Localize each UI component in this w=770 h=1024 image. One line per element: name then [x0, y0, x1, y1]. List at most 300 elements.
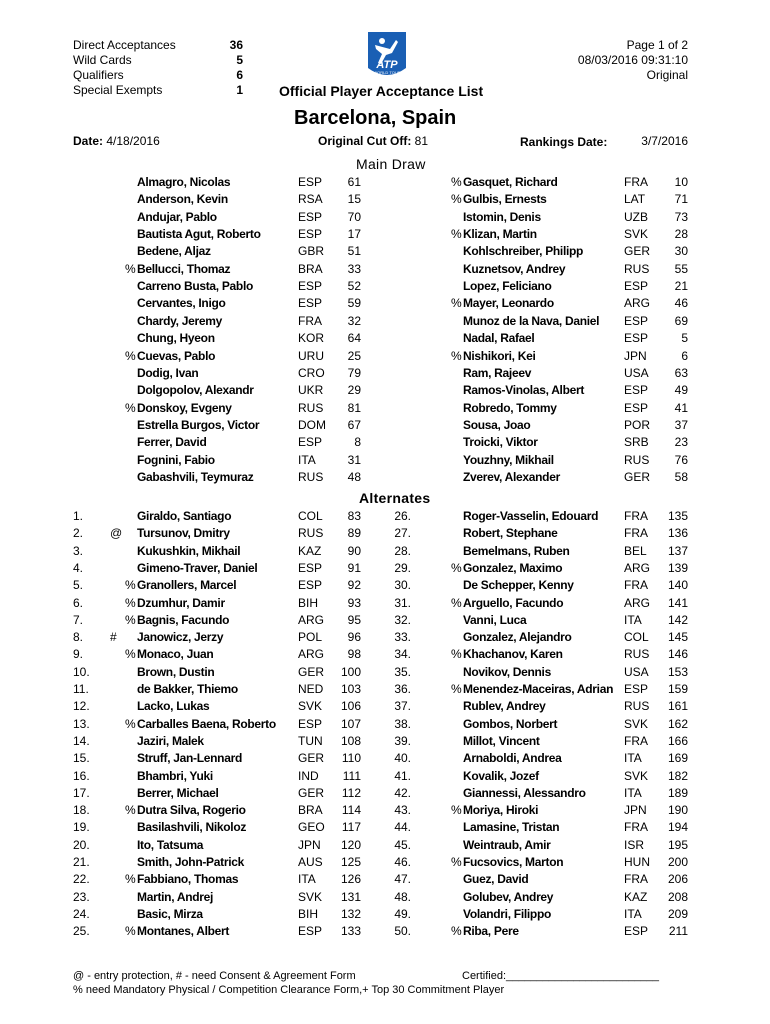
alternate-rank: 140 [667, 578, 688, 593]
alternate-name: Monaco, Juan [137, 647, 214, 662]
player-name: Gabashvili, Teymuraz [137, 469, 254, 484]
alternate-country: NED [298, 682, 324, 696]
alternate-country: AUS [298, 855, 323, 869]
alternate-country: BIH [298, 906, 319, 921]
alternate-number: 44. [394, 820, 411, 835]
alternate-country: COL [298, 509, 323, 523]
player-rank: 79 [347, 365, 361, 380]
alternate-rank: 89 [347, 526, 361, 541]
player-rank: 46 [674, 296, 688, 311]
player-row [0, 278, 770, 295]
rankings-date-label: Rankings Date: [520, 135, 608, 149]
alternate-number: 18. [73, 803, 90, 818]
player-mark: % [125, 400, 136, 415]
alternate-mark: % [125, 872, 136, 887]
alternate-row [0, 577, 770, 594]
player-row [0, 365, 770, 382]
player-rank: 55 [674, 261, 688, 276]
alternate-country: ARG [298, 612, 325, 627]
alternate-rank: 161 [667, 699, 688, 714]
summary-label: Special Exempts [73, 83, 163, 97]
alternate-country: ITA [624, 612, 642, 627]
alternate-name: Giraldo, Santiago [137, 509, 232, 523]
player-name: Almagro, Nicolas [137, 175, 231, 189]
alternate-mark: % [125, 716, 136, 731]
summary-row [73, 68, 243, 83]
alternate-rank: 131 [340, 889, 361, 904]
alternate-row [0, 629, 770, 646]
alternate-number: 29. [394, 560, 411, 575]
alternate-number: 14. [73, 733, 90, 748]
alternate-rank: 98 [347, 647, 361, 662]
player-name: Cervantes, Inigo [137, 296, 226, 311]
player-rank: 30 [674, 244, 688, 259]
alternate-number: 4. [73, 560, 84, 575]
alternate-number: 26. [394, 509, 411, 523]
alternate-number: 3. [73, 543, 84, 558]
alternate-number: 28. [394, 543, 411, 558]
alternate-number: 10. [73, 664, 90, 679]
alternate-rank: 159 [667, 682, 688, 696]
alternate-row [0, 525, 770, 542]
player-country: UKR [298, 383, 324, 398]
player-name: Bellucci, Thomaz [137, 261, 231, 276]
player-rank: 6 [681, 348, 688, 363]
player-country: FRA [624, 175, 648, 189]
player-country: ARG [624, 296, 651, 311]
alternate-rank: 108 [340, 733, 361, 748]
alternate-rank: 166 [667, 733, 688, 748]
alternate-mark: % [125, 803, 136, 818]
alternate-number: 2. [73, 526, 84, 541]
alternate-name: Novikov, Dennis [463, 664, 551, 679]
alternate-rank: 136 [667, 526, 688, 541]
alternate-row [0, 871, 770, 888]
alternate-country: ARG [624, 560, 651, 575]
player-country: ESP [624, 383, 649, 398]
player-rank: 51 [347, 244, 361, 259]
summary-value: 5 [236, 53, 243, 67]
player-rank: 37 [674, 417, 688, 432]
alternate-country: KAZ [298, 543, 322, 558]
alternate-mark: % [451, 647, 462, 662]
player-name: Donskoy, Evgeny [137, 400, 232, 415]
alternate-country: SVK [298, 889, 323, 904]
player-rank: 32 [347, 313, 361, 328]
alternate-number: 43. [394, 803, 411, 818]
player-rank: 69 [674, 313, 688, 328]
alternate-rank: 209 [667, 906, 688, 921]
alternate-name: Kovalik, Jozef [463, 768, 539, 783]
alternate-country: ITA [624, 751, 642, 766]
player-country: DOM [298, 417, 326, 432]
atp-logo [366, 28, 408, 82]
player-country: JPN [624, 348, 647, 363]
alternate-rank: 125 [340, 855, 361, 869]
player-country: RUS [624, 452, 650, 467]
alternate-row [0, 768, 770, 785]
alternate-country: JPN [298, 837, 321, 852]
alternate-country: FRA [624, 578, 648, 593]
cutoff-label: Original Cut Off: [318, 134, 412, 148]
alternate-name: Bagnis, Facundo [137, 612, 230, 627]
alternate-rank: 135 [667, 509, 688, 523]
alternate-row [0, 560, 770, 577]
player-rank: 15 [347, 192, 361, 207]
summary-row [73, 53, 243, 68]
alternate-number: 35. [394, 664, 411, 679]
alternate-number: 30. [394, 578, 411, 593]
alternate-row [0, 923, 770, 940]
alternate-name: Gonzalez, Maximo [463, 560, 563, 575]
player-mark: % [451, 348, 462, 363]
alternate-name: Granollers, Marcel [137, 578, 237, 593]
alternate-name: Roger-Vasselin, Edouard [463, 509, 599, 523]
alternate-number: 1. [73, 509, 84, 523]
player-country: FRA [298, 313, 322, 328]
alternates-heading: Alternates [359, 490, 431, 506]
alternate-row [0, 802, 770, 819]
alternate-number: 46. [394, 855, 411, 869]
alternate-rank: 114 [341, 803, 361, 818]
alternate-country: RUS [298, 526, 324, 541]
alternate-country: RUS [624, 647, 650, 662]
alternate-name: Bhambri, Yuki [137, 768, 213, 783]
player-rank: 76 [674, 452, 688, 467]
alternate-mark: % [125, 612, 136, 627]
alternate-rank: 110 [341, 751, 361, 766]
alternate-rank: 106 [340, 699, 361, 714]
summary-value: 1 [236, 83, 243, 97]
player-country: ESP [298, 209, 323, 224]
alternate-row [0, 837, 770, 854]
alternate-country: SVK [298, 699, 323, 714]
alternate-number: 7. [73, 612, 84, 627]
alternate-number: 15. [73, 751, 90, 766]
player-name: Zverev, Alexander [463, 469, 560, 484]
player-name: Munoz de la Nava, Daniel [463, 313, 600, 328]
alternate-name: Dzumhur, Damir [137, 595, 225, 610]
document-version: Original [646, 68, 688, 82]
player-mark: % [125, 261, 136, 276]
alternate-country: FRA [624, 820, 648, 835]
player-rank: 58 [674, 469, 688, 484]
player-rank: 29 [347, 383, 361, 398]
alternate-country: ESP [298, 578, 323, 593]
alternate-name: Gonzalez, Alejandro [463, 630, 572, 645]
rankings-date-value: 3/7/2016 [641, 134, 688, 148]
certified-line: Certified:_________________________ [462, 970, 659, 982]
alternate-number: 22. [73, 872, 90, 887]
alternate-rank: 92 [347, 578, 361, 593]
alternate-rank: 100 [340, 664, 361, 679]
alternate-name: Fabbiano, Thomas [137, 872, 239, 887]
player-country: RUS [298, 469, 324, 484]
player-rank: 21 [674, 279, 688, 294]
player-row [0, 313, 770, 330]
alternate-rank: 146 [667, 647, 688, 662]
alternate-number: 19. [73, 820, 90, 835]
alternate-country: POL [298, 630, 323, 645]
player-country: CRO [298, 365, 325, 380]
alternate-number: 41. [394, 768, 411, 783]
player-country: RUS [298, 400, 324, 415]
alternate-number: 13. [73, 716, 90, 731]
alternate-country: COL [624, 630, 649, 645]
alternate-name: Khachanov, Karen [463, 647, 563, 662]
player-rank: 41 [674, 400, 688, 415]
alternate-number: 17. [73, 785, 90, 800]
cutoff-value: 81 [414, 134, 429, 148]
alternate-rank: 90 [347, 543, 361, 558]
alternate-prefix: # [110, 630, 117, 645]
player-name: Dodig, Ivan [137, 365, 199, 380]
alternate-row [0, 819, 770, 836]
date-label: Date: [73, 134, 104, 148]
player-mark: % [451, 175, 462, 189]
player-row [0, 174, 770, 191]
player-name: Gulbis, Ernests [463, 192, 547, 207]
alternate-number: 40. [394, 751, 411, 766]
alternate-country: TUN [298, 733, 323, 748]
alternate-name: Carballes Baena, Roberto [137, 716, 276, 731]
player-country: BRA [298, 261, 323, 276]
player-country: GER [624, 244, 651, 259]
player-rank: 71 [674, 192, 688, 207]
alternate-number: 50. [394, 924, 411, 939]
footer-legend-1: @ - entry protection, # - need Consent & Agreement Form [73, 970, 356, 982]
player-country: SRB [624, 435, 649, 450]
alternate-country: USA [624, 664, 649, 679]
alternate-mark: % [451, 803, 462, 818]
alternate-rank: 141 [667, 595, 688, 610]
player-country: GER [624, 469, 651, 484]
player-row [0, 330, 770, 347]
alternate-name: Lacko, Lukas [137, 699, 210, 714]
alternate-rank: 103 [340, 682, 361, 696]
alternate-name: De Schepper, Kenny [463, 578, 574, 593]
player-country: ESP [624, 279, 649, 294]
player-rank: 23 [674, 435, 688, 450]
alternate-row [0, 906, 770, 923]
alternate-name: Berrer, Michael [137, 785, 219, 800]
alternate-rank: 83 [347, 509, 361, 523]
alternate-country: ESP [298, 924, 323, 939]
print-datetime: 08/03/2016 09:31:10 [577, 53, 688, 67]
player-country: ESP [624, 331, 649, 346]
alternate-number: 25. [73, 924, 90, 939]
date-line [73, 134, 160, 149]
alternate-number: 37. [394, 699, 411, 714]
player-name: Dolgopolov, Alexandr [137, 383, 254, 398]
player-rank: 52 [347, 279, 361, 294]
alternate-number: 49. [394, 906, 411, 921]
player-name: Bautista Agut, Roberto [137, 227, 261, 242]
alternate-number: 16. [73, 768, 90, 783]
alternate-mark: % [451, 595, 462, 610]
player-mark: % [125, 348, 136, 363]
alternate-number: 27. [394, 526, 411, 541]
player-row [0, 417, 770, 434]
alternate-rank: 107 [340, 716, 361, 731]
alternate-country: KAZ [624, 889, 648, 904]
player-rank: 17 [347, 227, 361, 242]
player-name: Fognini, Fabio [137, 452, 215, 467]
alternate-name: Millot, Vincent [463, 733, 540, 748]
alternate-number: 23. [73, 889, 90, 904]
alternate-name: Basilashvili, Nikoloz [137, 820, 247, 835]
alternate-rank: 206 [667, 872, 688, 887]
alternate-rank: 95 [347, 612, 361, 627]
alternate-country: GEO [298, 820, 325, 835]
player-name: Estrella Burgos, Victor [137, 417, 260, 432]
player-country: ESP [298, 175, 323, 189]
alternate-number: 42. [394, 785, 411, 800]
player-rank: 31 [347, 452, 361, 467]
alternate-name: Ito, Tatsuma [137, 837, 204, 852]
alternate-name: Brown, Dustin [137, 664, 215, 679]
player-rank: 49 [674, 383, 688, 398]
alternate-name: Arnaboldi, Andrea [463, 751, 562, 766]
logo-text: ATP [376, 59, 398, 71]
player-country: ESP [624, 400, 649, 415]
player-country: USA [624, 365, 649, 380]
alternate-country: ARG [624, 595, 651, 610]
alternate-number: 33. [394, 630, 411, 645]
alternate-number: 9. [73, 647, 84, 662]
player-country: ESP [298, 279, 323, 294]
alternate-name: Struff, Jan-Lennard [137, 751, 242, 766]
player-name: Klizan, Martin [463, 227, 537, 242]
player-row [0, 452, 770, 469]
alternate-name: Volandri, Filippo [463, 906, 552, 921]
alternate-mark: % [125, 647, 136, 662]
alternate-name: Guez, David [463, 872, 529, 887]
player-rank: 28 [674, 227, 688, 242]
alternate-name: Jaziri, Malek [137, 733, 204, 748]
alternate-rank: 190 [667, 803, 688, 818]
alternate-name: Giannessi, Alessandro [463, 785, 586, 800]
alternate-name: Lamasine, Tristan [463, 820, 560, 835]
alternate-number: 48. [394, 889, 411, 904]
player-name: Sousa, Joao [463, 417, 531, 432]
player-mark: % [451, 296, 462, 311]
player-row [0, 400, 770, 417]
alternate-row [0, 612, 770, 629]
alternate-rank: 195 [667, 837, 688, 852]
cutoff-line [318, 134, 428, 149]
alternate-rank: 153 [667, 664, 688, 679]
player-rank: 48 [347, 469, 361, 484]
alternate-country: FRA [624, 526, 648, 541]
player-country: RUS [624, 261, 650, 276]
player-country: ESP [298, 296, 323, 311]
player-name: Carreno Busta, Pablo [137, 279, 254, 294]
alternate-rank: 117 [341, 820, 361, 835]
alternate-name: Vanni, Luca [463, 612, 527, 627]
alternate-country: GER [298, 664, 325, 679]
summary-row [73, 83, 243, 98]
alternate-rank: 200 [667, 855, 688, 869]
tournament-city: Barcelona, Spain [294, 107, 457, 129]
alternate-mark: % [451, 924, 462, 939]
alternate-country: RUS [624, 699, 650, 714]
player-rank: 73 [674, 209, 688, 224]
player-row [0, 261, 770, 278]
player-rank: 5 [681, 331, 688, 346]
player-name: Istomin, Denis [463, 209, 541, 224]
atp-logo-icon [366, 28, 408, 82]
alternate-number: 8. [73, 630, 84, 645]
alternate-row [0, 716, 770, 733]
alternate-rank: 111 [342, 768, 361, 783]
player-name: Youzhny, Mikhail [463, 452, 554, 467]
player-row [0, 348, 770, 365]
alternate-name: Martin, Andrej [137, 889, 214, 904]
player-rank: 63 [674, 365, 688, 380]
alternate-country: ITA [298, 872, 316, 887]
player-country: LAT [624, 192, 646, 207]
alternate-name: Menendez-Maceiras, Adrian [463, 682, 614, 696]
alternate-rank: 169 [667, 751, 688, 766]
alternate-row [0, 543, 770, 560]
player-name: Ferrer, David [137, 435, 207, 450]
alternate-rank: 194 [667, 820, 688, 835]
main-draw-heading: Main Draw [356, 156, 426, 172]
player-name: Nishikori, Kei [463, 348, 536, 363]
alternate-rank: 93 [347, 595, 361, 610]
alternate-name: Rublev, Andrey [463, 699, 546, 714]
alternate-number: 5. [73, 578, 84, 593]
player-name: Chung, Hyeon [137, 331, 215, 346]
alternate-country: FRA [624, 872, 648, 887]
player-country: GBR [298, 244, 325, 259]
alternate-name: Basic, Mirza [137, 906, 203, 921]
player-row [0, 434, 770, 451]
player-rank: 61 [347, 175, 361, 189]
player-name: Robredo, Tommy [463, 400, 557, 415]
player-rank: 67 [347, 417, 361, 432]
alternate-country: FRA [624, 733, 648, 748]
summary-value: 6 [236, 68, 243, 82]
alternate-rank: 189 [667, 785, 688, 800]
alternate-rank: 139 [667, 560, 688, 575]
alternate-rank: 211 [668, 924, 688, 939]
alternate-mark: % [125, 924, 136, 939]
alternate-number: 32. [394, 612, 411, 627]
player-name: Andujar, Pablo [137, 209, 217, 224]
alternate-number: 11. [73, 682, 89, 696]
alternate-rank: 162 [667, 716, 688, 731]
alternate-number: 38. [394, 716, 411, 731]
player-mark: % [451, 192, 462, 207]
player-row [0, 469, 770, 486]
alternate-rank: 133 [340, 924, 361, 939]
alternate-name: Dutra Silva, Rogerio [137, 803, 246, 818]
alternate-rank: 137 [667, 543, 688, 558]
summary-label: Wild Cards [73, 53, 132, 67]
player-rank: 64 [347, 331, 361, 346]
alternate-rank: 145 [667, 630, 688, 645]
alternate-name: Gombos, Norbert [463, 716, 558, 731]
alternate-country: ISR [624, 837, 645, 852]
alternate-rank: 142 [667, 612, 688, 627]
alternate-number: 6. [73, 595, 84, 610]
player-name: Lopez, Feliciano [463, 279, 552, 294]
alternate-number: 12. [73, 699, 90, 714]
player-name: Ramos-Vinolas, Albert [463, 383, 585, 398]
alternate-name: Montanes, Albert [137, 924, 230, 939]
